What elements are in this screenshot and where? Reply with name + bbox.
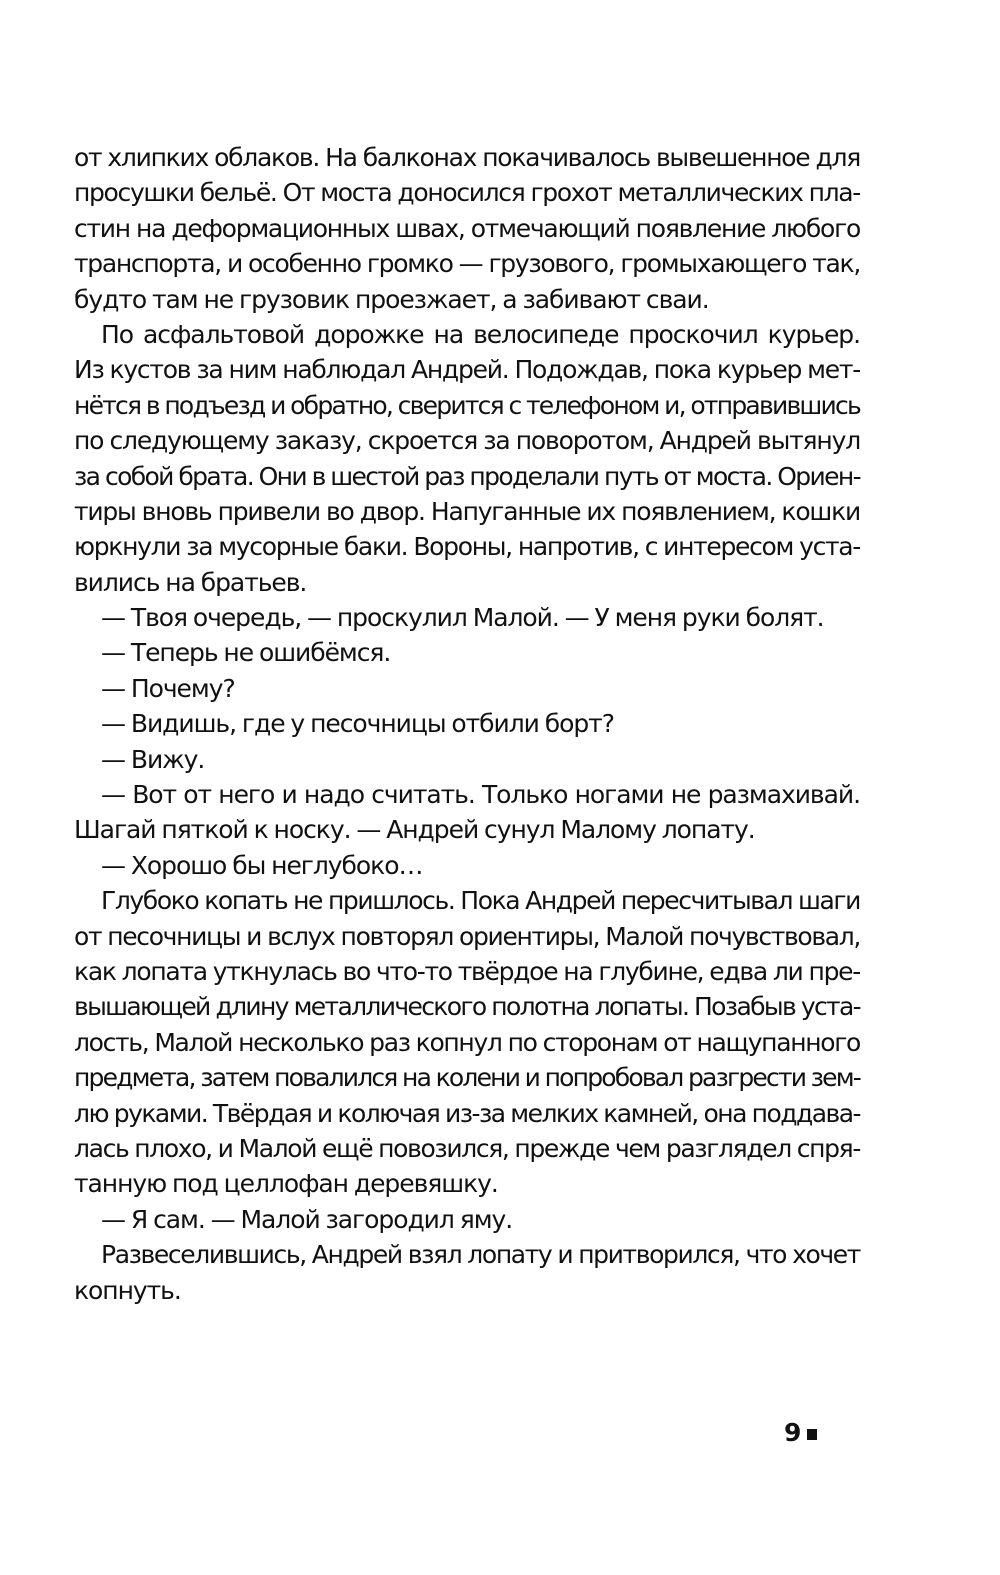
text-line: тиры вновь привели во двор. Напуганные их появлением, кошки bbox=[74, 496, 860, 526]
text-line: от хлипких облаков. На балконах покачивалось вывешенное для bbox=[74, 143, 860, 172]
text-line: нётся в подъезд и обратно, сверится с телефоном и, отправившись bbox=[74, 390, 860, 420]
text-line: будто там не грузовик проезжает, а забивают сваи. bbox=[74, 284, 709, 314]
text-line: вышающей длину металлического полотна лопаты. Позабыв уста- bbox=[74, 992, 860, 1022]
text-line: от песочницы и вслух повторял ориентиры, Малой почувствовал, bbox=[74, 921, 860, 951]
text-line: танную под целлофан деревяшку. bbox=[74, 1169, 498, 1199]
text-line: — Теперь не ошибёмся. bbox=[101, 638, 391, 668]
text-line: — Я сам. — Малой загородил яму. bbox=[101, 1204, 513, 1234]
text-line: — Хорошо бы неглубоко… bbox=[101, 850, 423, 880]
text-line: — Вот от него и надо считать. Только ногами не размахивай. bbox=[101, 780, 860, 810]
page-number: 9 bbox=[784, 1418, 802, 1447]
text-line: за собой брата. Они в шестой раз проделали путь от моста. Ориен- bbox=[74, 461, 860, 491]
text-line: лость, Малой несколько раз копнул по сторонам от нащупанного bbox=[74, 1027, 860, 1057]
text-line: вились на братьев. bbox=[74, 567, 307, 597]
text-line: по следующему заказу, скроется за поворотом, Андрей вытянул bbox=[74, 426, 860, 456]
body-text bbox=[74, 140, 860, 1308]
text-line: — Вижу. bbox=[101, 744, 205, 774]
text-line: транспорта, и особенно громко — грузового, громыхающего так, bbox=[74, 249, 860, 279]
text-line: предмета, затем повалился на колени и попробовал разгрести зем- bbox=[74, 1063, 860, 1093]
text-line: — Видишь, где у песочницы отбили борт? bbox=[101, 709, 614, 739]
text-line: — Почему? bbox=[101, 673, 235, 703]
page-number-marker bbox=[807, 1429, 817, 1440]
text-line: юркнули за мусорные баки. Вороны, напротив, с интересом уста- bbox=[74, 532, 860, 562]
text-line: копнуть. bbox=[74, 1275, 181, 1305]
text-line: как лопата уткнулась во что-то твёрдое на глубине, едва ли пре- bbox=[74, 956, 860, 986]
text-line: Развеселившись, Андрей взял лопату и притворился, что хочет bbox=[101, 1240, 860, 1270]
text-line: — Твоя очередь, — проскулил Малой. — У меня руки болят. bbox=[101, 603, 824, 633]
text-line: По асфальтовой дорожке на велосипеде проскочил курьер. bbox=[101, 319, 860, 349]
text-line: просушки бельё. От моста доносился грохот металлических пла- bbox=[74, 178, 860, 208]
text-line: лась плохо, и Малой ещё повозился, прежде чем разглядел спря- bbox=[74, 1133, 860, 1163]
text-line: лю руками. Твёрдая и колючая из-за мелких камней, она поддава- bbox=[74, 1098, 860, 1128]
text-line: Из кустов за ним наблюдал Андрей. Подождав, пока курьер мет- bbox=[74, 355, 860, 385]
text-line: Глубоко копать не пришлось. Пока Андрей пересчитывал шаги bbox=[101, 886, 860, 916]
text-line: стин на деформационных швах, отмечающий появление любого bbox=[74, 213, 860, 243]
text-line: Шагай пяткой к носку. — Андрей сунул Малому лопату. bbox=[74, 815, 755, 845]
